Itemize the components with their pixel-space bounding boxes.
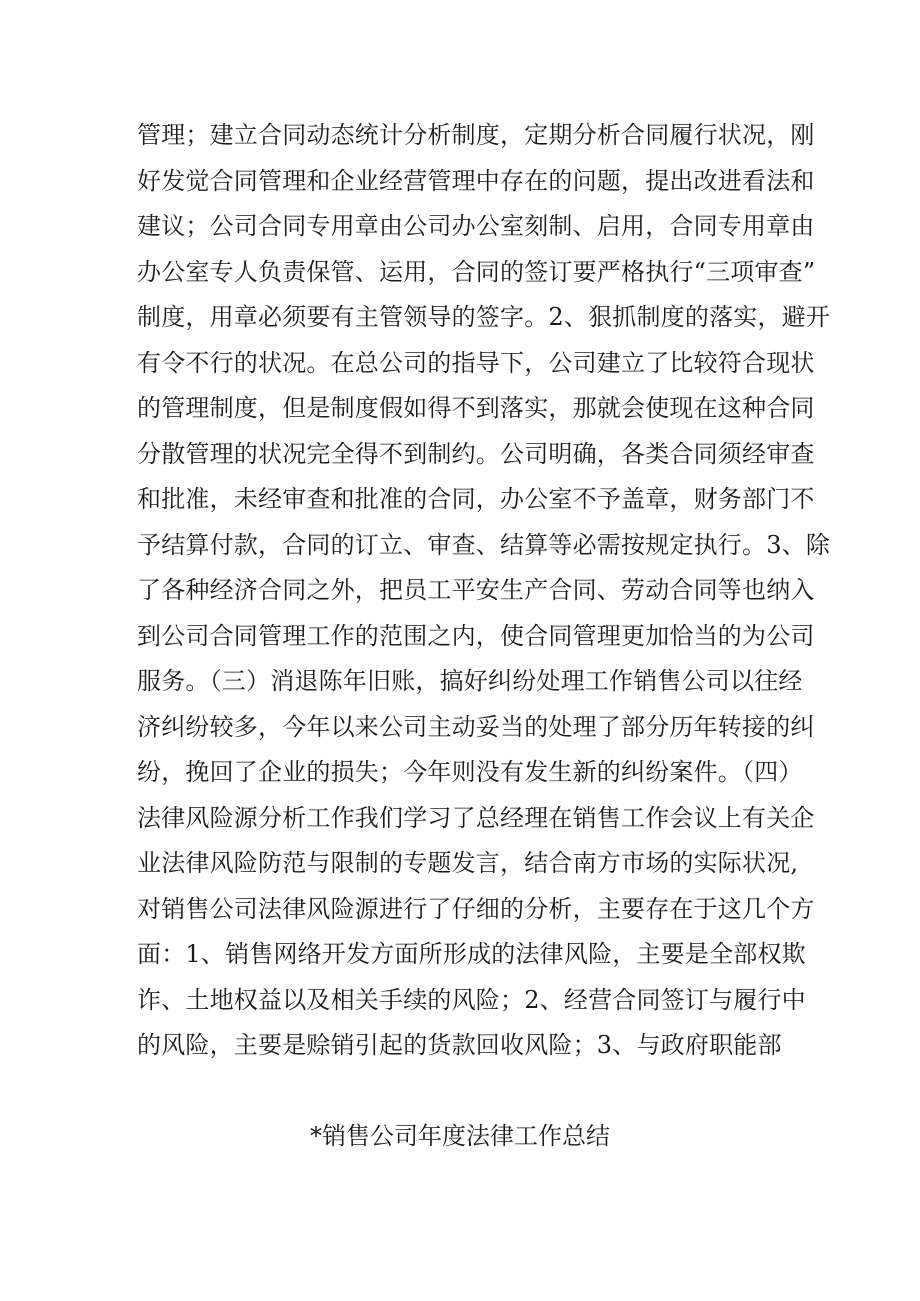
text-line-14: 济纠纷较多，今年以来公司主动妥当的处理了部分历年转接的纠 — [137, 712, 815, 741]
text-line-4: 办公室专人负责保管、运用，合同的签订要严格执行“三项审查” — [137, 257, 816, 286]
text-line-13: 服务。（三）消退陈年旧账，搞好纠纷处理工作销售公司以往经 — [137, 667, 803, 695]
text-line-6: 有令不行的状况。在总公司的指导下，公司建立了比较符合现状 — [137, 348, 815, 377]
text-line-20: 诈、土地权益以及相关手续的风险；2、经营合同签订与履行中 — [137, 985, 806, 1014]
text-line-19: 面：1、销售网络开发方面所形成的法律风险，主要是全部权欺 — [137, 940, 806, 968]
text-line-18: 对销售公司法律风险源进行了仔细的分析，主要存在于这几个方 — [137, 894, 815, 923]
text-line-1: 管理；建立合同动态统计分析制度，定期分析合同履行状况，刚 — [137, 121, 815, 149]
text-line-15: 纷，挽回了企业的损失；今年则没有发生新的纠纷案件。（四） — [137, 758, 803, 786]
document-body — [137, 113, 831, 1069]
text-line-9: 和批准，未经审查和批准的合同，办公室不予盖章，财务部门不 — [137, 485, 815, 513]
page-footer-title: *销售公司年度法律工作总结 — [310, 1122, 610, 1150]
text-line-2: 好发觉合同管理和企业经营管理中存在的问题，提出改进看法和 — [137, 166, 815, 195]
text-line-7: 的管理制度，但是制度假如得不到落实，那就会使现在这种合同 — [137, 394, 815, 422]
text-line-12: 到公司合同管理工作的范围之内，使合同管理更加恰当的为公司 — [137, 621, 815, 650]
text-line-8: 分散管理的状况完全得不到制约。公司明确，各类合同须经审查 — [137, 439, 815, 468]
text-line-21: 的风险，主要是赊销引起的货款回收风险；3、与政府职能部 — [137, 1031, 782, 1059]
text-line-5: 制度，用章必须要有主管领导的签字。2、狠抓制度的落实，避开 — [137, 303, 831, 331]
text-line-16: 法律风险源分析工作我们学习了总经理在销售工作会议上有关企 — [137, 803, 815, 832]
text-line-11: 了各种经济合同之外，把员工平安生产合同、劳动合同等也纳入 — [137, 576, 815, 604]
text-line-10: 予结算付款，合同的订立、审查、结算等必需按规定执行。3、除 — [137, 530, 831, 559]
text-line-17: 业法律风险防范与限制的专题发言，结合南方市场的实际状况, — [137, 849, 799, 877]
text-line-3: 建议；公司合同专用章由公司办公室刻制、启用，合同专用章由 — [137, 212, 815, 240]
